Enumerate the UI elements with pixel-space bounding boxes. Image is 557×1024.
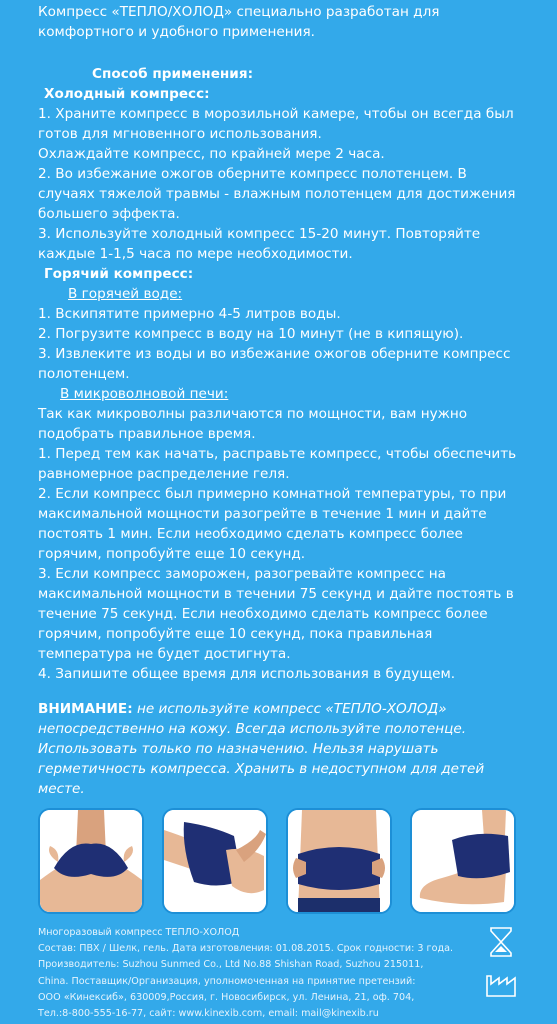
hot-water-line: 3. Извлеките из воды и во избежание ожогов оберните компресс [38,346,511,362]
microwave-line: температура не будет достигнута. [38,646,291,662]
microwave-line: 1. Перед тем как начать, расправьте компресс, чтобы обеспечить [38,446,517,462]
factory-icon [481,968,521,998]
cold-title: Холодный компресс: [44,86,210,102]
product-info-line: China. Поставщик/Организация, уполномоченная на принятие претензий: [38,975,416,987]
product-info-line: Многоразовый компресс ТЕПЛО-ХОЛОД [38,927,240,938]
microwave-line: течение 75 секунд. Если необходимо сделать компресс более [38,606,488,622]
warning-block [38,699,538,799]
microwave-line: 2. Если компресс был примерно комнатной температуры, то при [38,486,507,502]
method-title: Способ применения: [92,66,254,82]
cold-line: 2. Во избежание ожогов оберните компресс полотенцем. В [38,166,467,182]
microwave-line: горячим, попробуйте еще 10 секунд. [38,546,306,562]
product-info [38,925,478,1022]
warning-line: Использовать только по назначению. Нельзя нарушать [38,741,439,757]
cold-line: большего эффекта. [38,206,180,222]
hot-title: Горячий компресс: [44,266,194,282]
microwave-title: В микроволновой печи: [60,386,229,402]
product-info-line: Тел.:8-800-555-16-77, сайт: www.kinexib.com, email: mail@kinexib.ru [38,1008,379,1020]
ankle-compress-photo [410,808,516,914]
usage-photos [38,808,518,918]
microwave-line: максимальной мощности в течении 75 секунд и дайте постоять в [38,586,514,602]
microwave-line: подобрать правильное время. [38,426,256,442]
cold-line: случаях тяжелой травмы - влажным полотенцем для достижения [38,186,516,202]
intro-text [38,2,538,42]
microwave-line: горячим, попробуйте еще 10 секунд, пока правильная [38,626,433,642]
hot-water-line: 2. Погрузите компресс в воду на 10 минут (не в кипящую). [38,326,464,342]
hot-water-line: 1. Вскипятите примерно 4-5 литров воды. [38,306,341,322]
cold-line: Охлаждайте компресс, по крайней мере 2 часа. [38,146,385,162]
microwave-line: 3. Если компресс заморожен, разогревайте компресс на [38,566,446,582]
hot-water-title: В горячей воде: [68,286,183,302]
product-info-line: Состав: ПВХ / Шелк, гель. Дата изготовления: 01.08.2015. Срок годности: 3 года. [38,943,454,955]
cold-line: 1. Храните компресс в морозильной камере, чтобы он всегда был [38,106,514,122]
neck-compress-photo [38,808,144,914]
microwave-line: 4. Запишите общее время для использования в будущем. [38,666,456,682]
cold-section [38,84,557,264]
microwave-line: постоять 1 мин. Если необходимо сделать компресс более [38,526,463,542]
intro-line: Компресс «ТЕПЛО/ХОЛОД» специально разработан для [38,4,440,20]
product-info-line: Производитель: Suzhou Sunmed Co., Ltd No.88 Shishan Road, Suzhou 215011, [38,959,424,971]
intro-line: комфортного и удобного применения. [38,24,315,40]
cold-line: 3. Используйте холодный компресс 15-20 минут. Повторяйте [38,226,481,242]
hot-water-line: полотенцем. [38,366,130,382]
cold-line: готов для мгновенного использования. [38,126,322,142]
warning-line: непосредственно на кожу. Всегда используйте полотенце. [38,721,467,737]
back-compress-photo [286,808,392,914]
product-info-line: ООО «Кинексиб», 630009,Россия, г. Новосибирск, ул. Ленина, 21, оф. 704, [38,991,415,1003]
microwave-line: Так как микроволны различаются по мощности, вам нужно [38,406,468,422]
warning-label: ВНИМАНИЕ: [38,701,133,717]
cold-line: каждые 1-1,5 часа по мере необходимости. [38,246,353,262]
microwave-line: равномерное распределение геля. [38,466,290,482]
microwave-line: максимальной мощности разогрейте в течение 1 мин и дайте [38,506,487,522]
hourglass-icon [481,925,521,955]
warning-line: герметичность компресса. Хранить в недоступном для детей [38,761,485,777]
warning-line: месте. [38,781,85,797]
hot-section [38,264,557,684]
warning-line: не используйте компресс «ТЕПЛО-ХОЛОД» [132,701,447,717]
wrist-compress-photo [162,808,268,914]
